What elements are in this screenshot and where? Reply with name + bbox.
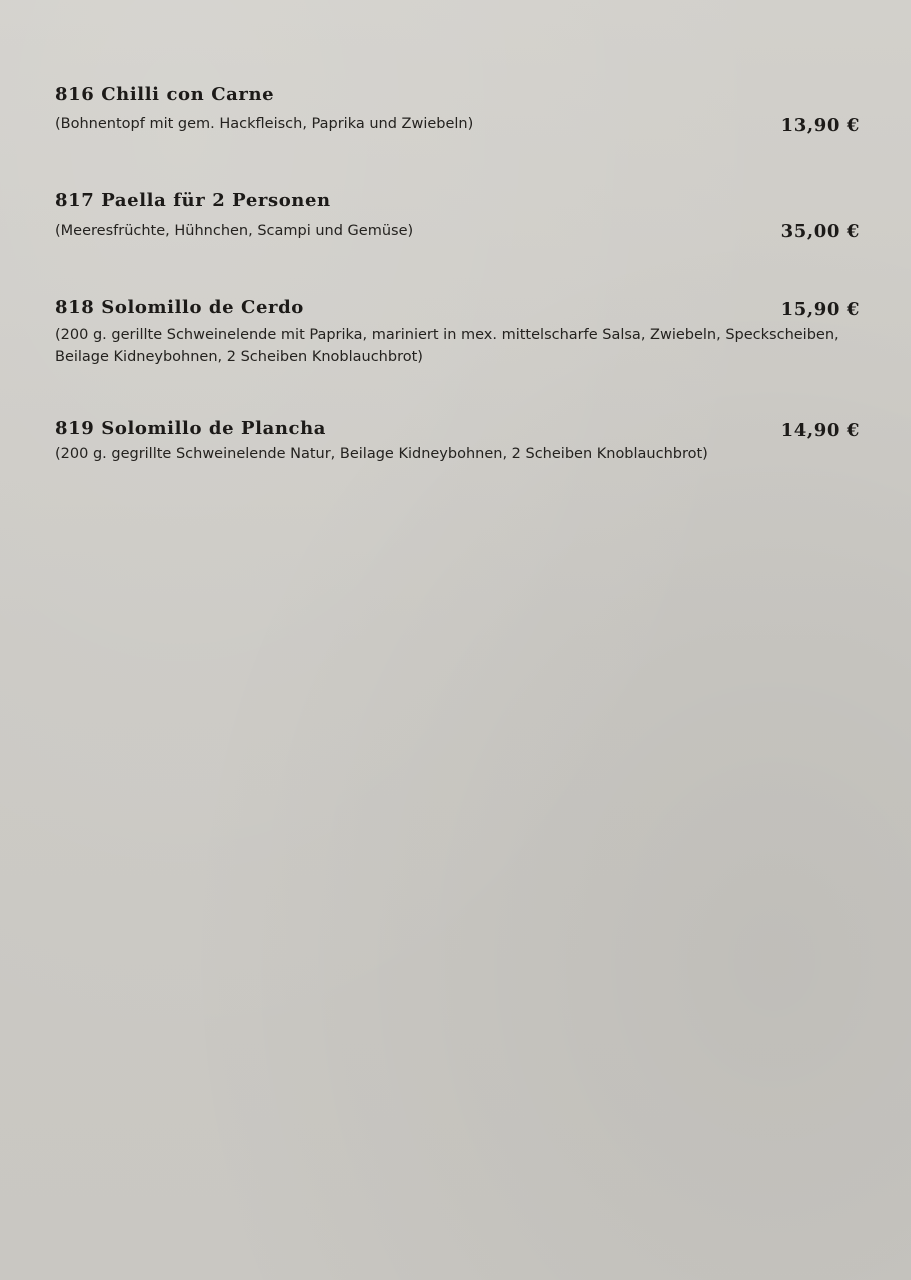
menu-item-title: 816 Chilli con Carne	[55, 84, 275, 105]
menu-item-816	[55, 84, 860, 144]
menu-item-price: 15,90 €	[780, 299, 860, 320]
menu-item-title: 818 Solomillo de Cerdo	[55, 297, 304, 318]
menu-item-description: (200 g. gegrillte Schweinelende Natur, Beilage Kidneybohnen, 2 Scheiben Knoblauchbrot)	[55, 446, 708, 462]
menu-item-description: (Meeresfrüchte, Hühnchen, Scampi und Gemüse)	[55, 223, 414, 239]
menu-item-819	[55, 418, 860, 478]
menu-item-title: 819 Solomillo de Plancha	[55, 418, 327, 439]
menu-item-price: 35,00 €	[780, 221, 860, 242]
menu-item-title: 817 Paella für 2 Personen	[55, 190, 331, 211]
menu-item-description: (Bohnentopf mit gem. Hackfleisch, Paprika und Zwiebeln)	[55, 116, 474, 132]
menu-item-description-line-1: (200 g. gerillte Schweinelende mit Paprika, mariniert in mex. mittelscharfe Salsa, Zwiebeln, Speckscheiben,	[55, 327, 839, 343]
menu-item-price: 13,90 €	[780, 115, 860, 136]
menu-item-818	[55, 297, 860, 377]
menu-item-817	[55, 190, 860, 250]
menu-item-description-line-2: Beilage Kidneybohnen, 2 Scheiben Knoblauchbrot)	[55, 349, 423, 365]
menu-item-price: 14,90 €	[780, 420, 860, 441]
